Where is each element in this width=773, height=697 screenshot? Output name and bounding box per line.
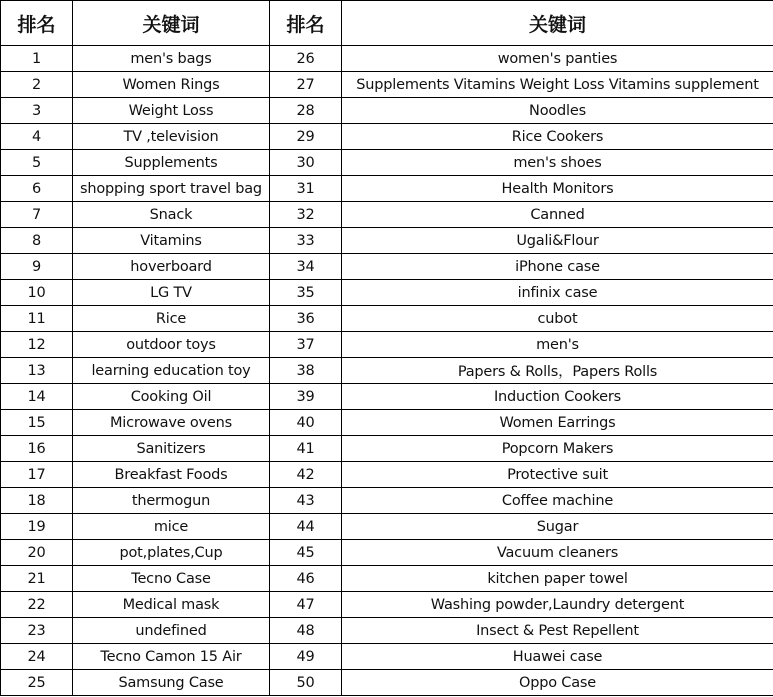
rank-right-cell: 45 xyxy=(270,540,342,566)
keyword-right-cell: Protective suit xyxy=(342,462,773,488)
keyword-right-cell: Induction Cookers xyxy=(342,384,773,410)
table-row xyxy=(1,540,773,566)
table-row xyxy=(1,202,773,228)
keyword-left-cell: thermogun xyxy=(73,488,270,514)
keyword-right-cell: men's xyxy=(342,332,773,358)
keyword-left-cell: hoverboard xyxy=(73,254,270,280)
rank-left-cell: 21 xyxy=(1,566,73,592)
keyword-left-cell: mice xyxy=(73,514,270,540)
table-row xyxy=(1,72,773,98)
keyword-left-cell: Microwave ovens xyxy=(73,410,270,436)
table-row xyxy=(1,306,773,332)
rank-left-cell: 10 xyxy=(1,280,73,306)
keyword-left-cell: Sanitizers xyxy=(73,436,270,462)
rank-right-cell: 48 xyxy=(270,618,342,644)
rank-left-cell: 1 xyxy=(1,46,73,72)
keyword-right-cell: Rice Cookers xyxy=(342,124,773,150)
rank-right-cell: 33 xyxy=(270,228,342,254)
header-keyword-left: 关键词 xyxy=(73,1,270,46)
table-row xyxy=(1,384,773,410)
rank-left-cell: 3 xyxy=(1,98,73,124)
rank-right-cell: 32 xyxy=(270,202,342,228)
rank-left-cell: 18 xyxy=(1,488,73,514)
rank-left-cell: 7 xyxy=(1,202,73,228)
keyword-right-cell: infinix case xyxy=(342,280,773,306)
rank-right-cell: 31 xyxy=(270,176,342,202)
table-row xyxy=(1,228,773,254)
rank-left-cell: 2 xyxy=(1,72,73,98)
keyword-right-cell: Ugali&Flour xyxy=(342,228,773,254)
rank-left-cell: 13 xyxy=(1,358,73,384)
keyword-left-cell: Supplements xyxy=(73,150,270,176)
header-rank-right: 排名 xyxy=(270,1,342,46)
keyword-left-cell: Tecno Case xyxy=(73,566,270,592)
keyword-right-cell: Health Monitors xyxy=(342,176,773,202)
keyword-left-cell: Rice xyxy=(73,306,270,332)
rank-left-cell: 12 xyxy=(1,332,73,358)
keyword-right-cell: Vacuum cleaners xyxy=(342,540,773,566)
keyword-left-cell: learning education toy xyxy=(73,358,270,384)
keyword-right-cell: cubot xyxy=(342,306,773,332)
rank-left-cell: 17 xyxy=(1,462,73,488)
rank-right-cell: 30 xyxy=(270,150,342,176)
keyword-right-cell: Canned xyxy=(342,202,773,228)
rank-right-cell: 49 xyxy=(270,644,342,670)
header-row xyxy=(1,1,773,46)
keyword-right-cell: men's shoes xyxy=(342,150,773,176)
rank-right-cell: 27 xyxy=(270,72,342,98)
table-row xyxy=(1,670,773,696)
rank-right-cell: 46 xyxy=(270,566,342,592)
rank-left-cell: 20 xyxy=(1,540,73,566)
table-row xyxy=(1,566,773,592)
keyword-right-cell: Insect & Pest Repellent xyxy=(342,618,773,644)
rank-right-cell: 43 xyxy=(270,488,342,514)
rank-left-cell: 23 xyxy=(1,618,73,644)
table-row xyxy=(1,98,773,124)
keyword-right-cell: Coffee machine xyxy=(342,488,773,514)
keyword-left-cell: TV ,television xyxy=(73,124,270,150)
keyword-left-cell: Tecno Camon 15 Air xyxy=(73,644,270,670)
keyword-left-cell: outdoor toys xyxy=(73,332,270,358)
keyword-right-cell: iPhone case xyxy=(342,254,773,280)
keyword-right-cell: Huawei case xyxy=(342,644,773,670)
keyword-right-cell: Supplements Vitamins Weight Loss Vitamins supplement xyxy=(342,72,773,98)
keyword-right-cell: Popcorn Makers xyxy=(342,436,773,462)
table-row xyxy=(1,46,773,72)
keyword-right-cell: Women Earrings xyxy=(342,410,773,436)
rank-right-cell: 40 xyxy=(270,410,342,436)
table-row xyxy=(1,592,773,618)
keyword-left-cell: Weight Loss xyxy=(73,98,270,124)
rank-left-cell: 24 xyxy=(1,644,73,670)
keyword-left-cell: Vitamins xyxy=(73,228,270,254)
table-row xyxy=(1,176,773,202)
table-row xyxy=(1,254,773,280)
keyword-left-cell: Samsung Case xyxy=(73,670,270,696)
rank-right-cell: 44 xyxy=(270,514,342,540)
table-row xyxy=(1,410,773,436)
keyword-left-cell: Breakfast Foods xyxy=(73,462,270,488)
table-row xyxy=(1,332,773,358)
rank-left-cell: 11 xyxy=(1,306,73,332)
rank-right-cell: 26 xyxy=(270,46,342,72)
header-rank-left: 排名 xyxy=(1,1,73,46)
rank-left-cell: 8 xyxy=(1,228,73,254)
rank-right-cell: 28 xyxy=(270,98,342,124)
rank-left-cell: 15 xyxy=(1,410,73,436)
rank-left-cell: 22 xyxy=(1,592,73,618)
table-row xyxy=(1,358,773,384)
table-row xyxy=(1,644,773,670)
rank-right-cell: 50 xyxy=(270,670,342,696)
keyword-left-cell: men's bags xyxy=(73,46,270,72)
rank-right-cell: 37 xyxy=(270,332,342,358)
rank-left-cell: 6 xyxy=(1,176,73,202)
rank-left-cell: 19 xyxy=(1,514,73,540)
rank-left-cell: 25 xyxy=(1,670,73,696)
rank-right-cell: 35 xyxy=(270,280,342,306)
keyword-right-cell: kitchen paper towel xyxy=(342,566,773,592)
keyword-left-cell: Medical mask xyxy=(73,592,270,618)
keyword-left-cell: Cooking Oil xyxy=(73,384,270,410)
table-row xyxy=(1,436,773,462)
table-row xyxy=(1,488,773,514)
table-row xyxy=(1,150,773,176)
table-row xyxy=(1,124,773,150)
keyword-right-cell: Papers & Rolls，Papers Rolls xyxy=(342,358,773,384)
keyword-left-cell: Snack xyxy=(73,202,270,228)
keyword-right-cell: Oppo Case xyxy=(342,670,773,696)
rank-right-cell: 34 xyxy=(270,254,342,280)
rank-right-cell: 47 xyxy=(270,592,342,618)
header-keyword-right: 关键词 xyxy=(342,1,773,46)
keyword-right-cell: Noodles xyxy=(342,98,773,124)
table-row xyxy=(1,618,773,644)
keyword-left-cell: undefined xyxy=(73,618,270,644)
rank-right-cell: 41 xyxy=(270,436,342,462)
table-header xyxy=(1,1,773,46)
keyword-left-cell: pot,plates,Cup xyxy=(73,540,270,566)
rank-left-cell: 16 xyxy=(1,436,73,462)
keyword-right-cell: Washing powder,Laundry detergent xyxy=(342,592,773,618)
rank-left-cell: 14 xyxy=(1,384,73,410)
rank-right-cell: 39 xyxy=(270,384,342,410)
table-row xyxy=(1,280,773,306)
table-row xyxy=(1,514,773,540)
keyword-right-cell: Sugar xyxy=(342,514,773,540)
keyword-left-cell: LG TV xyxy=(73,280,270,306)
rank-right-cell: 42 xyxy=(270,462,342,488)
table-body xyxy=(1,46,773,696)
table-row xyxy=(1,462,773,488)
rank-left-cell: 5 xyxy=(1,150,73,176)
keyword-right-cell: women's panties xyxy=(342,46,773,72)
rank-left-cell: 9 xyxy=(1,254,73,280)
rank-right-cell: 38 xyxy=(270,358,342,384)
keyword-left-cell: shopping sport travel bag xyxy=(73,176,270,202)
rank-left-cell: 4 xyxy=(1,124,73,150)
rank-right-cell: 29 xyxy=(270,124,342,150)
rank-right-cell: 36 xyxy=(270,306,342,332)
keyword-left-cell: Women Rings xyxy=(73,72,270,98)
